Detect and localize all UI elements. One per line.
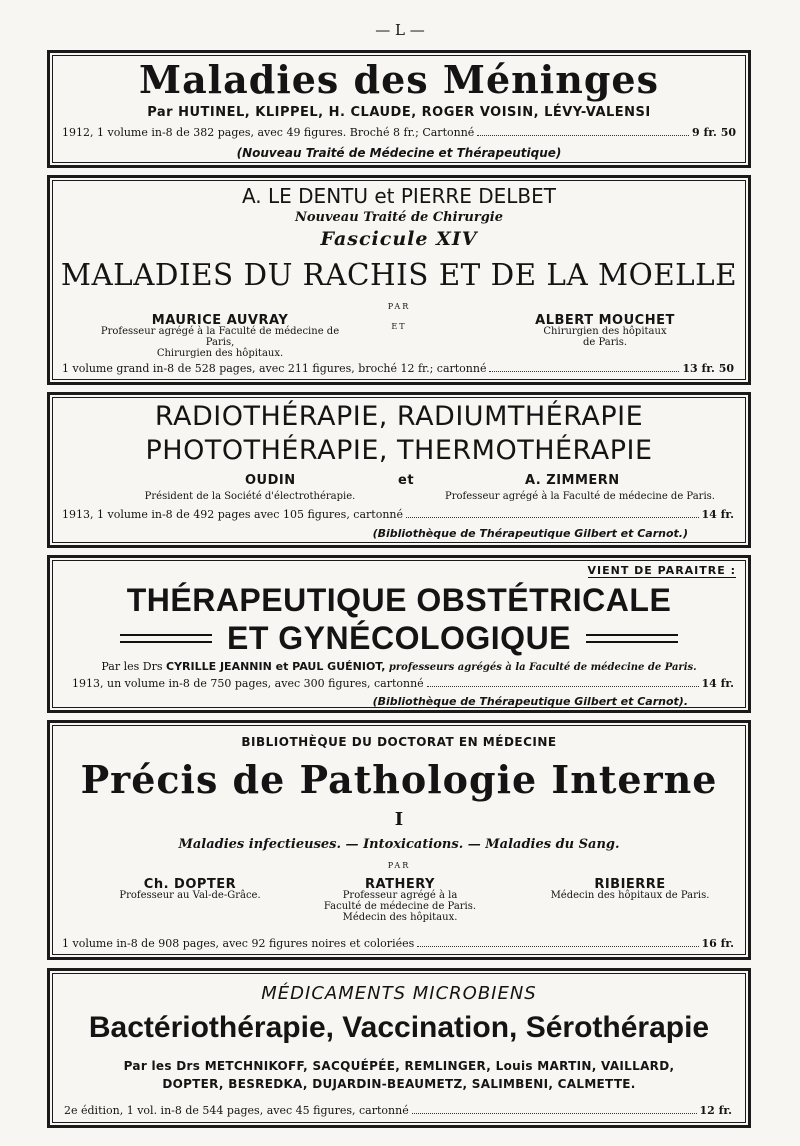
ad5-author3-name: RIBIERRE: [594, 877, 666, 892]
ad6-authors-line2: DOPTER, BESREDKA, DUJARDIN-BEAUMETZ, SALIMBENI, CALMETTE.: [162, 1077, 636, 1091]
ad-precis-pathologie: [47, 720, 751, 960]
ad3-info: 1913, 1 volume in-8 de 492 pages avec 105 figures, cartonné: [62, 508, 404, 521]
ad4-series: (Bibliothèque de Thérapeutique Gilbert et Carnot).: [372, 695, 688, 708]
ad2-author2: [480, 315, 730, 348]
ad1-title: Maladies des Méninges: [139, 57, 659, 102]
ad2-author1-name: MAURICE AUVRAY: [151, 313, 289, 328]
ad3-author2-title: Professeur agrégé à la Faculté de médecine de Paris.: [445, 491, 715, 502]
ad5-author2-title2: Faculté de médecine de Paris.: [323, 901, 477, 912]
ad4-title-line2: ET GYNÉCOLOGIQUE: [226, 620, 572, 656]
decorative-rule-right: [586, 634, 678, 643]
ad5-author1-title1: Professeur au Val-de-Grâce.: [119, 890, 261, 901]
ad1-info-line: [62, 126, 736, 139]
ad4-title-line1: THÉRAPEUTIQUE OBSTÉTRICALE: [126, 582, 672, 618]
dot-leader: [427, 686, 699, 687]
ad6-authors-line1: Par les Drs METCHNIKOFF, SACQUÉPÉE, REMLINGER, Louis MARTIN, VAILLARD,: [123, 1059, 675, 1073]
ad5-author2-name: RATHERY: [365, 877, 435, 892]
ad2-fascicle: Fascicule XIV: [320, 228, 478, 250]
ad-medicaments-microbiens: [47, 968, 751, 1128]
ad5-price: 16 fr.: [701, 937, 734, 950]
ad2-price: 13 fr. 50: [682, 362, 734, 375]
ad3-author2-name: A. ZIMMERN: [525, 473, 620, 488]
ad5-info: 1 volume in-8 de 908 pages, avec 92 figures noires et coloriées: [62, 937, 415, 950]
ad2-par: PAR: [387, 302, 411, 311]
ad5-author2-title1: Professeur agrégé à la: [342, 890, 458, 901]
page-folio: — L —: [375, 21, 425, 39]
ad6-info: 2e édition, 1 vol. in-8 de 544 pages, avec 45 figures, cartonné: [64, 1104, 409, 1117]
ad5-author1: [90, 879, 290, 901]
ad5-author2-title3: Médecin des hôpitaux.: [342, 912, 458, 923]
ad1-price: 9 fr. 50: [692, 126, 736, 139]
ad6-price: 12 fr.: [699, 1104, 732, 1117]
ad4-info-line: [72, 677, 734, 690]
ad4-title-line2-row: [50, 620, 748, 657]
ad4-info: 1913, un volume in-8 de 750 pages, avec 300 figures, cartonné: [72, 677, 424, 690]
ad6-heading: MÉDICAMENTS MICROBIENS: [261, 983, 537, 1004]
ad2-info: 1 volume grand in-8 de 528 pages, avec 211 figures, broché 12 fr.; cartonné: [62, 362, 487, 375]
ad4-authors-names: CYRILLE JEANNIN et PAUL GUÉNIOT,: [166, 660, 386, 673]
ad4-authors: [50, 660, 748, 673]
dot-leader: [489, 371, 679, 372]
ad5-par: PAR: [387, 861, 411, 870]
ad4-price: 14 fr.: [701, 677, 734, 690]
ad5-author3-title1: Médecin des hôpitaux de Paris.: [550, 890, 710, 901]
ad2-author2-name: ALBERT MOUCHET: [535, 313, 675, 328]
ad5-author2: [300, 879, 500, 923]
ad3-author1-name: OUDIN: [245, 473, 296, 488]
dot-leader: [477, 135, 689, 136]
ad5-author3: [530, 879, 730, 901]
dot-leader: [406, 517, 699, 518]
ad2-et: ET: [391, 322, 407, 331]
ad4-authors-suffix: professeurs agrégés à la Faculté de médecine de Paris.: [388, 662, 697, 673]
ad5-subtitle: Maladies infectieuses. — Intoxications. — Maladies du Sang.: [178, 837, 620, 852]
ad2-info-line: [62, 362, 734, 375]
ad2-author1-title2: Chirurgien des hôpitaux.: [156, 348, 284, 359]
ad3-author1-title: Président de la Société d'électrothérapie.: [144, 491, 356, 502]
ad-maladies-meninges: [47, 50, 751, 168]
ad2-author2-title2: de Paris.: [582, 337, 628, 348]
ad4-banner: VIENT DE PARAITRE :: [587, 564, 736, 577]
ad3-et: et: [398, 473, 415, 488]
dot-leader: [417, 946, 698, 947]
ad3-title-line1: RADIOTHÉRAPIE, RADIUMTHÉRAPIE: [154, 401, 644, 432]
ad2-author2-title1: Chirurgien des hôpitaux: [543, 326, 667, 337]
ad3-price: 14 fr.: [701, 508, 734, 521]
ad3-title-line2: PHOTOTHÉRAPIE, THERMOTHÉRAPIE: [145, 435, 653, 466]
ad-radiotherapie: [47, 392, 751, 548]
ad6-info-line: [64, 1104, 732, 1117]
decorative-rule-left: [120, 634, 212, 643]
ad6-title: Bactériothérapie, Vaccination, Sérothérapie: [88, 1011, 710, 1044]
ad1-info: 1912, 1 volume in-8 de 382 pages, avec 49 figures. Broché 8 fr.; Cartonné: [62, 126, 475, 139]
ad3-info-line: [62, 508, 734, 521]
ad4-authors-prefix: Par les Drs: [101, 660, 163, 673]
ad5-author1-name: Ch. DOPTER: [143, 877, 237, 892]
ad2-editors: A. LE DENTU et PIERRE DELBET: [241, 184, 557, 208]
ad2-author1-title1: Professeur agrégé à la Faculté de médecine de Paris,: [100, 326, 340, 348]
ad5-info-line: [62, 937, 734, 950]
ad2-collection: Nouveau Traité de Chirurgie: [294, 210, 504, 225]
ad1-series: (Nouveau Traité de Médecine et Thérapeutique): [236, 146, 562, 160]
ad-maladies-rachis: [47, 175, 751, 385]
ad5-collection: BIBLIOTHÈQUE DU DOCTORAT EN MÉDECINE: [241, 735, 557, 749]
ad3-series: (Bibliothèque de Thérapeutique Gilbert et Carnot.): [372, 527, 688, 540]
dot-leader: [412, 1113, 697, 1114]
ad5-title: Précis de Pathologie Interne: [80, 757, 718, 802]
ad5-volume: I: [394, 809, 404, 830]
ad-therapeutique-obstetricale: [47, 555, 751, 713]
ad1-authors: Par HUTINEL, KLIPPEL, H. CLAUDE, ROGER VOISIN, LÉVY-VALENSI: [147, 105, 651, 120]
ad2-title: MALADIES DU RACHIS ET DE LA MOELLE: [60, 258, 738, 293]
